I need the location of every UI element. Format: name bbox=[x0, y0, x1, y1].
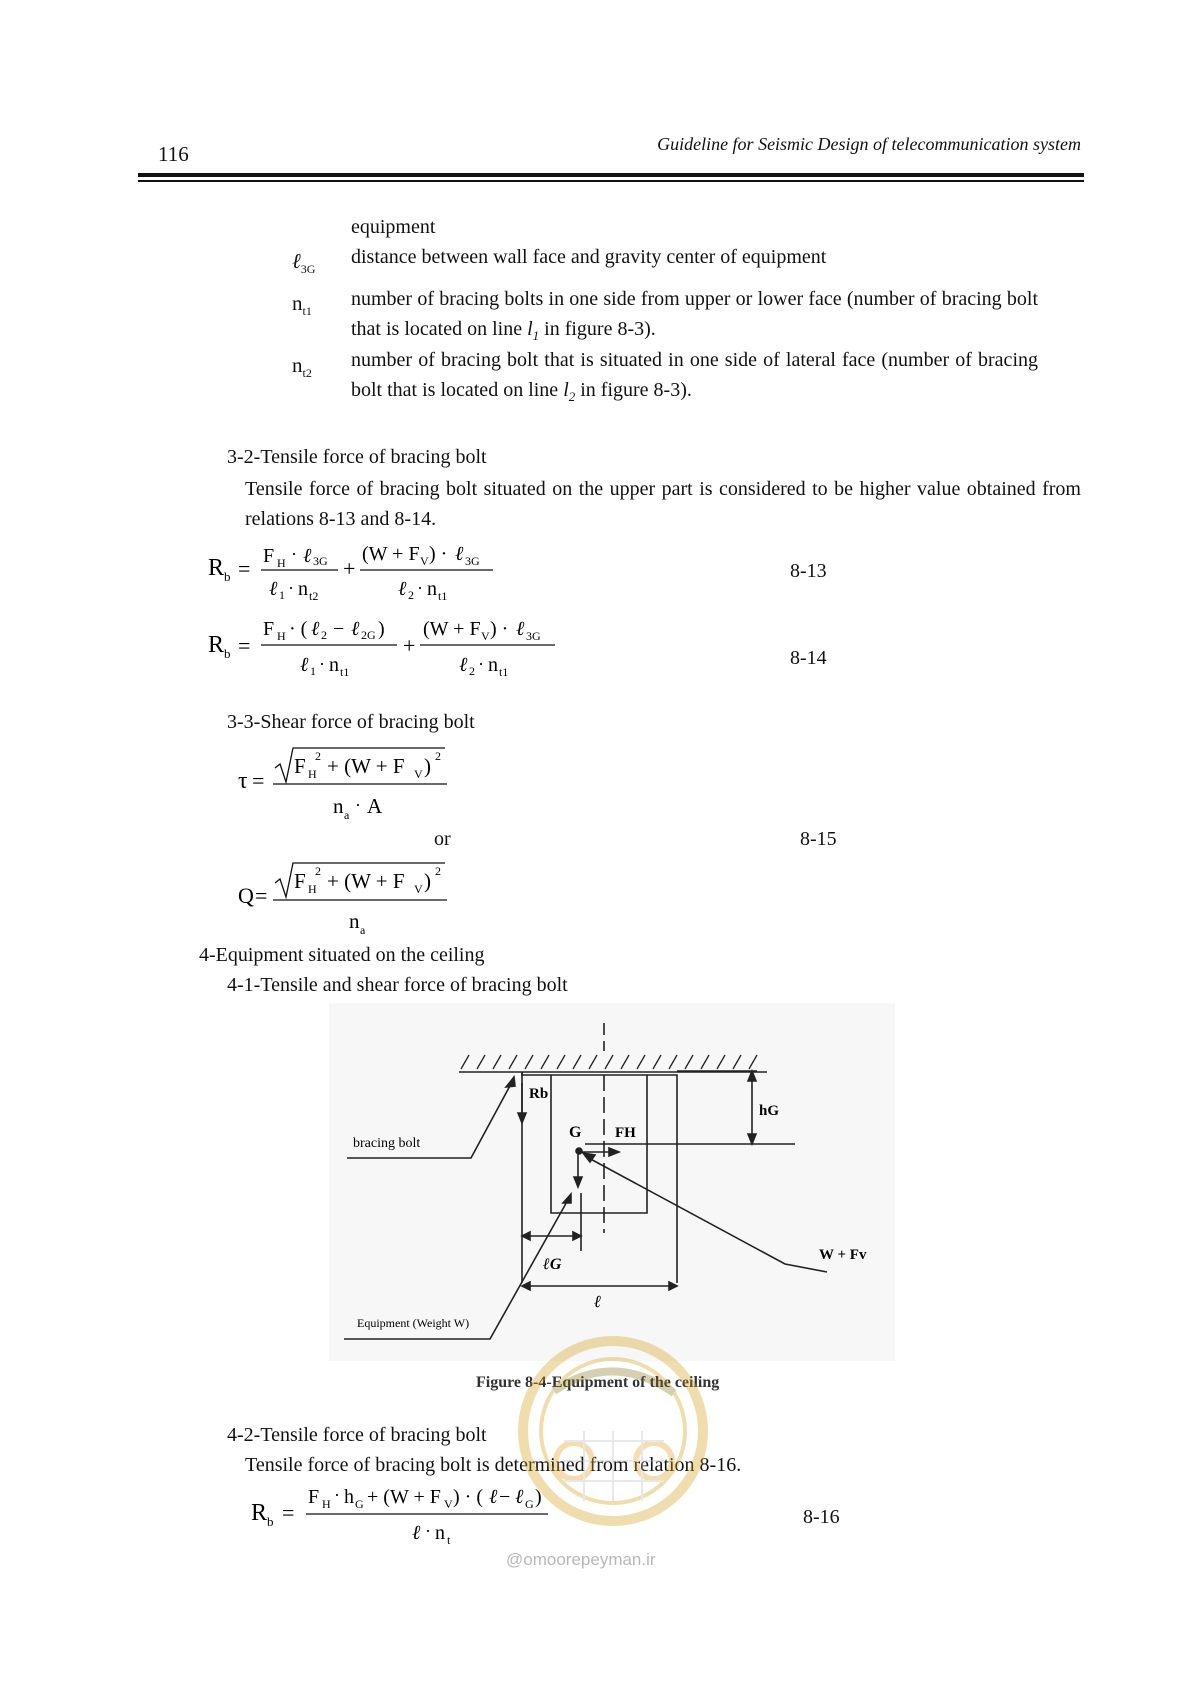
svg-text:=: = bbox=[252, 768, 265, 793]
equation-number-8-15: 8-15 bbox=[800, 828, 837, 850]
definition-nt1: number of bracing bolts in one side from upper or lower face (number of bracing bolt that is located on line $l_1$ in figure 8-3). bbox=[351, 288, 1038, 343]
svg-text:t: t bbox=[447, 1533, 451, 1547]
symbol-l3g: ℓ$_{3G}$ bbox=[292, 249, 316, 277]
label-lg: ℓG bbox=[543, 1256, 562, 1273]
svg-text:b: b bbox=[224, 569, 231, 584]
equation-q bbox=[235, 857, 465, 937]
svg-text:+ (W + F: + (W + F bbox=[327, 869, 405, 893]
svg-text:τ: τ bbox=[238, 768, 248, 794]
svg-text:G: G bbox=[525, 1497, 534, 1511]
equation-8-14 bbox=[205, 608, 575, 686]
svg-text:H: H bbox=[277, 556, 286, 570]
svg-text:n: n bbox=[488, 654, 498, 676]
svg-text:H: H bbox=[322, 1497, 331, 1511]
or-label: or bbox=[434, 828, 451, 850]
svg-text:V: V bbox=[414, 882, 423, 896]
svg-text:n: n bbox=[329, 654, 339, 676]
figure-caption: Figure 8-4-Equipment of the ceiling bbox=[476, 1374, 720, 1391]
svg-text:a: a bbox=[344, 808, 350, 822]
heading-4-1: 4-1-Tensile and shear force of bracing bolt bbox=[227, 974, 568, 996]
header-rule-thin bbox=[138, 180, 1084, 182]
svg-text:ℓ: ℓ bbox=[515, 1486, 524, 1508]
svg-text:3G: 3G bbox=[313, 554, 328, 568]
svg-text:·: · bbox=[355, 795, 361, 815]
svg-text:G: G bbox=[355, 1497, 364, 1511]
svg-text:·: · bbox=[291, 544, 297, 564]
svg-text:2: 2 bbox=[408, 588, 414, 602]
svg-text:ℓ: ℓ bbox=[398, 578, 407, 600]
watermark-site: @omoorepeyman.ir bbox=[506, 1550, 656, 1569]
svg-text:3G: 3G bbox=[465, 554, 480, 568]
svg-text:ℓ: ℓ bbox=[459, 654, 468, 676]
svg-text:n: n bbox=[349, 909, 360, 933]
svg-text:2: 2 bbox=[435, 749, 441, 763]
svg-text:=: = bbox=[238, 633, 251, 658]
svg-text:) ·: ) · bbox=[429, 543, 448, 565]
heading-3-3: 3-3-Shear force of bracing bolt bbox=[227, 711, 475, 733]
symbol-nt2: $n_{t2}$ bbox=[292, 353, 312, 381]
paragraph-4-2: Tensile force of bracing bolt is determined from relation 8-16. bbox=[245, 1454, 742, 1476]
paragraph-3-2: Tensile force of bracing bolt situated on the upper part is considered to be higher value obtained from relations 8-13 and 8-14. bbox=[245, 478, 1081, 530]
running-header-title: Guideline for Seismic Design of telecommunication system bbox=[657, 134, 1081, 154]
svg-text:ℓ: ℓ bbox=[269, 578, 278, 600]
figure-diagram bbox=[329, 1003, 895, 1361]
svg-text:b: b bbox=[224, 646, 231, 661]
svg-text:F: F bbox=[294, 869, 306, 893]
svg-text:ℓ: ℓ bbox=[489, 1486, 498, 1508]
svg-text:H: H bbox=[277, 629, 286, 643]
svg-text:): ) bbox=[535, 1486, 542, 1508]
svg-text:ℓ: ℓ bbox=[300, 654, 309, 676]
svg-text:) · (: ) · ( bbox=[453, 1486, 483, 1508]
svg-text:·: · bbox=[478, 654, 484, 674]
svg-text:V: V bbox=[414, 767, 423, 781]
svg-text:t1: t1 bbox=[499, 665, 509, 679]
svg-text:R: R bbox=[208, 555, 225, 581]
svg-text:(W + F: (W + F bbox=[423, 618, 481, 640]
svg-text:t1: t1 bbox=[340, 665, 350, 679]
equation-number-8-14: 8-14 bbox=[790, 647, 827, 669]
svg-text:H: H bbox=[308, 767, 317, 781]
svg-text:1: 1 bbox=[310, 664, 316, 678]
svg-text:) ·: ) · bbox=[490, 618, 509, 640]
svg-text:−: − bbox=[333, 618, 345, 640]
svg-text:h: h bbox=[344, 1486, 354, 1508]
svg-text:V: V bbox=[481, 629, 490, 643]
heading-4-2: 4-2-Tensile force of bracing bolt bbox=[227, 1424, 487, 1446]
svg-text:ℓ: ℓ bbox=[455, 543, 464, 565]
svg-text:·: · bbox=[288, 578, 294, 598]
svg-text:+ (W + F: + (W + F bbox=[327, 754, 405, 778]
svg-text:n: n bbox=[435, 1522, 445, 1544]
svg-text:F: F bbox=[294, 754, 306, 778]
svg-text:a: a bbox=[360, 923, 366, 937]
svg-text:A: A bbox=[367, 794, 383, 818]
svg-text:−: − bbox=[499, 1486, 511, 1508]
label-hg: hG bbox=[759, 1103, 780, 1119]
label-g: G bbox=[569, 1124, 582, 1141]
equation-8-13 bbox=[205, 535, 525, 607]
svg-text:): ) bbox=[378, 618, 385, 640]
definition-l3g: distance between wall face and gravity center of equipment bbox=[351, 246, 827, 268]
svg-text:+: + bbox=[403, 633, 416, 658]
svg-text:=: = bbox=[255, 883, 268, 908]
svg-text:t1: t1 bbox=[438, 589, 448, 603]
symbol-nt1: $n_{t1}$ bbox=[292, 291, 312, 319]
svg-text:n: n bbox=[298, 578, 308, 600]
svg-text:F: F bbox=[263, 618, 275, 640]
svg-text:H: H bbox=[308, 882, 317, 896]
label-fh: FH bbox=[615, 1125, 636, 1141]
page-number: 116 bbox=[158, 142, 189, 166]
heading-4: 4-Equipment situated on the ceiling bbox=[199, 944, 485, 966]
svg-text:(W + F: (W + F bbox=[362, 543, 420, 565]
label-w-plus-fv: W + Fv bbox=[819, 1247, 867, 1263]
svg-text:2: 2 bbox=[321, 628, 327, 642]
watermark-at-icon: @ bbox=[506, 1550, 524, 1569]
svg-text:V: V bbox=[444, 1497, 453, 1511]
svg-text:3G: 3G bbox=[526, 629, 541, 643]
svg-text:=: = bbox=[238, 556, 251, 581]
figure-8-4 bbox=[329, 1003, 895, 1361]
svg-text:2: 2 bbox=[315, 749, 321, 763]
svg-text:·: · bbox=[334, 1485, 340, 1505]
svg-text:1: 1 bbox=[279, 588, 285, 602]
svg-text:2: 2 bbox=[469, 664, 475, 678]
svg-text:2: 2 bbox=[435, 864, 441, 878]
svg-text:2: 2 bbox=[315, 864, 321, 878]
header-rule-thick bbox=[138, 173, 1084, 177]
svg-text:F: F bbox=[308, 1486, 320, 1508]
svg-text:2G: 2G bbox=[361, 628, 376, 642]
label-equipment-weight: Equipment (Weight W) bbox=[357, 1316, 470, 1330]
equation-number-8-16: 8-16 bbox=[803, 1506, 840, 1528]
svg-text:R: R bbox=[251, 1500, 268, 1526]
label-bracing-bolt: bracing bolt bbox=[353, 1136, 421, 1151]
definition-continuation: equipment bbox=[351, 216, 436, 238]
svg-text:·: · bbox=[319, 654, 325, 674]
definition-nt2: number of bracing bolt that is situated in one side of lateral face (number of bracing bolt that is located on line $l_2$ in figure 8-3). bbox=[351, 349, 1038, 404]
svg-text:ℓ: ℓ bbox=[303, 545, 312, 567]
svg-text:b: b bbox=[267, 1514, 274, 1529]
svg-text:F: F bbox=[263, 545, 275, 567]
svg-text:· (: · ( bbox=[289, 618, 308, 640]
svg-text:n: n bbox=[427, 578, 437, 600]
svg-text:·: · bbox=[425, 1521, 431, 1541]
svg-text:Q: Q bbox=[238, 883, 254, 908]
svg-text:t2: t2 bbox=[309, 589, 319, 603]
svg-text:=: = bbox=[282, 1500, 295, 1525]
heading-3-2: 3-2-Tensile force of bracing bolt bbox=[227, 446, 487, 468]
watermark-logo bbox=[514, 1331, 712, 1531]
svg-text:V: V bbox=[420, 554, 429, 568]
svg-text:+: + bbox=[343, 556, 356, 581]
svg-text:·: · bbox=[417, 578, 423, 598]
equation-tau bbox=[235, 742, 465, 822]
svg-text:): ) bbox=[424, 754, 431, 778]
svg-text:n: n bbox=[333, 794, 344, 818]
svg-text:R: R bbox=[208, 632, 225, 658]
equation-number-8-13: 8-13 bbox=[790, 560, 827, 582]
svg-text:ℓ: ℓ bbox=[311, 618, 320, 640]
label-l: ℓ bbox=[594, 1292, 602, 1311]
svg-text:ℓ: ℓ bbox=[516, 618, 525, 640]
svg-text:ℓ: ℓ bbox=[412, 1522, 421, 1544]
svg-text:+ (W + F: + (W + F bbox=[367, 1486, 441, 1508]
label-rb: Rb bbox=[529, 1086, 549, 1102]
svg-text:): ) bbox=[424, 869, 431, 893]
svg-text:ℓ: ℓ bbox=[351, 618, 360, 640]
